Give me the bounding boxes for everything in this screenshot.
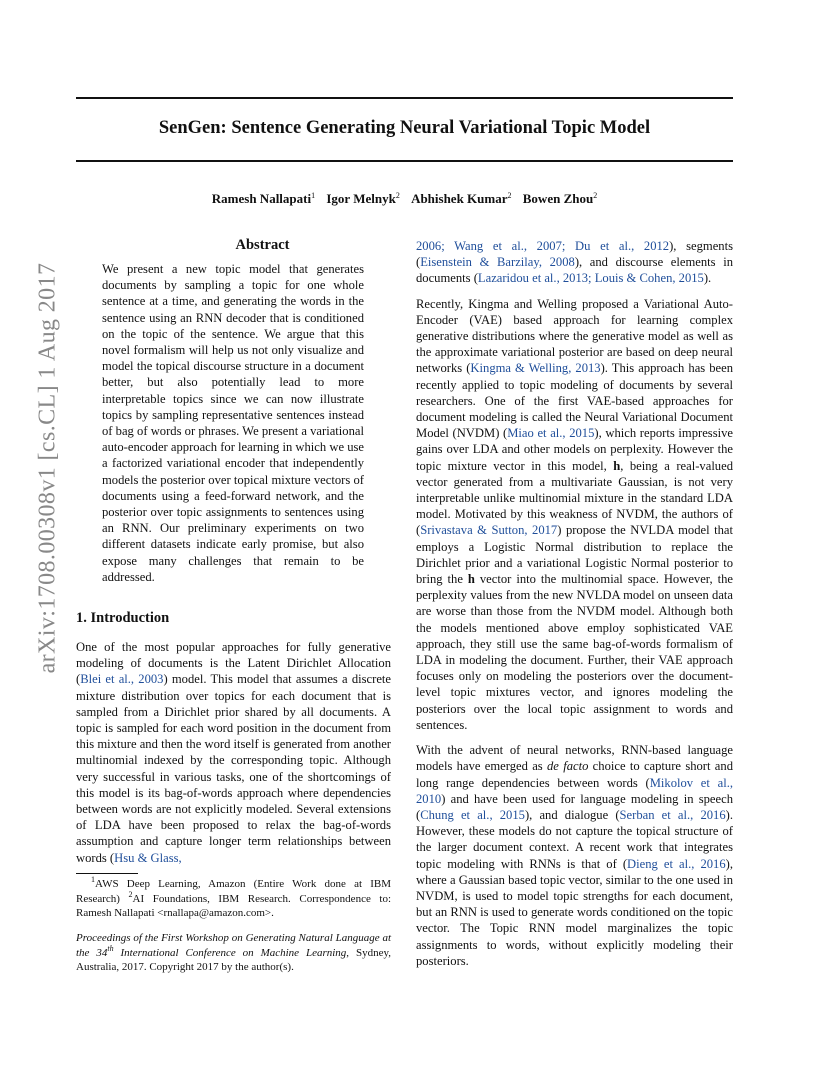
abstract-text: We present a new topic model that generates documents by sampling a topic for one whole sentence at a time, and generating the words in the sentence using an RNN decoder that is conditioned on the topic of the sentence. We argue that this novel formalism will help us not only visualize and model the topical discourse structure in a document better, but also potentially lead to more interpretable topics since we can now illustrate topics by sampling representative sentences instead of bag of words or phrases. We present a variational auto-encoder approach for learning in which we use a factorized variational encoder that independently models the posterior over topical mixture vectors of documents using a feed-forward network, and the posterior over topic assignments to sentences using an RNN. Our preliminary experiments on two different datasets indicate early promise, but also expose many challenges that remain to be addressed. <box>102 262 364 584</box>
text-run: Recently, Kingma and Welling proposed a Variational Auto-Encoder (VAE) based approach for learning complex generative distributions where the generative model as well as the approximate variational posterior are based on deep neural networks ( <box>416 296 733 376</box>
citation-link[interactable]: Chung et al., 2015 <box>420 807 525 822</box>
text-run: ), segments ( <box>416 239 733 270</box>
citation-link[interactable]: Mikolov et al., 2010 <box>416 775 733 806</box>
rnn-paragraph <box>416 742 733 969</box>
text-run: ) and have been used for language modeling in speech ( <box>416 791 733 822</box>
citation-link[interactable]: Hsu & Glass, <box>114 850 182 865</box>
citation-link[interactable]: Eisenstein & Barzilay, 2008 <box>420 255 575 270</box>
affiliation-footnote: $^1$AWS Deep Learning, Amazon (Entire Work done at IBM Research) $^2$AI Foundations, IBM Research. Correspondence to: Ramesh Nallapati <rnallapa@amazon.com>. <box>76 875 391 919</box>
text-run: One of the most popular approaches for fully generative modeling of documents is the Latent Dirichlet Allocation ( <box>76 640 391 687</box>
introduction-heading: 1. Introduction <box>76 610 170 626</box>
citation-link[interactable]: Lazaridou et al., 2013; Louis & Cohen, 2015 <box>477 271 704 286</box>
citation-link[interactable]: Miao et al., 2015 <box>507 426 595 441</box>
citation-link[interactable]: Serban et al., 2016 <box>619 807 726 822</box>
text-run: ). <box>703 271 712 286</box>
vae-paragraph <box>416 296 733 733</box>
text-run: ), which reports impressive gains over LDA and other models on perplexity. However the topic mixture vector in this model, <box>416 426 733 473</box>
text-run: ), where a Gaussian based topic vector, similar to the one used in NVDM, is used to model topic strengths for each document, but an RNN is used to generate words conditioned on the topic vector. The Topic RNN model marginalizes the topic assignments to words, without explicitly modeling their posteriors. <box>416 856 733 968</box>
citation-link[interactable]: Blei et al., 2003 <box>80 672 164 687</box>
right-column-text <box>416 238 733 978</box>
abstract-heading: Abstract <box>235 237 290 253</box>
citation-link[interactable]: Kingma & Welling, 2013 <box>470 361 601 376</box>
text-run: vector into the multinomial space. However, the perplexity values from the new NVLDA model on unseen data are worse than those from the NVDM model. Although both the models mentioned above employ sophisticated VAE approach, they still use the same bag-of-words formalism of LDA in modeling the document. Further, their VAE approach focuses only on modeling the posteriors over the document-level topic mixtures vector, and ignores modeling the posteriors over the local topic assignment to words and sentences. <box>416 572 733 732</box>
emphasis-text: h <box>467 572 475 587</box>
emphasis-text: de facto <box>547 759 589 774</box>
author-2: Igor Melnyk$^2$ <box>326 191 400 206</box>
title-bottom-rule <box>76 160 733 162</box>
author-list <box>76 191 733 207</box>
text-run: ) propose the NVLDA model that employs a Logistic Normal distribution to replace the Dirichlet prior and a variational Logistic Normal posterior to bring the <box>416 523 733 587</box>
citation-link[interactable]: Srivastava & Sutton, 2017 <box>420 523 558 538</box>
text-run: With the advent of neural networks, RNN-based language models have emerged as <box>416 743 733 774</box>
author-4: Bowen Zhou$^2$ <box>522 191 598 206</box>
author-1: Ramesh Nallapati$^1$ <box>211 191 316 206</box>
text-run: ) model. This model that assumes a discrete mixture distribution over topics for each document that is sampled from a Dirichlet prior shared by all documents. A topic is sampled for each word position in the document from this mixture and then the word itself is generated from another multinomial indexed by the corresponding topic. Although very successful in various tasks, one of the shortcomings of this model is its bag-of-words approach where dependencies between words are not explicitly modeled. Several extensions of LDA have been proposed to relax the bag-of-words assumption and capture longer term relationships between words ( <box>76 672 391 865</box>
arxiv-identifier: arXiv:1708.00308v1 [cs.CL] 1 Aug 2017 <box>34 262 61 674</box>
author-3: Abhishek Kumar$^2$ <box>411 191 512 206</box>
emphasis-text: h <box>613 458 621 473</box>
proceedings-note: Proceedings of the First Workshop on Generating Natural Language at the 34th International Conference on Machine Learning, Sydney, Australia, 2017. Copyright 2017 by the author(s). <box>76 932 391 973</box>
intro-paragraph-1 <box>76 639 391 866</box>
text-run: ). However, these models do not capture the topical structure of the larger document context. A recent work that integrates topic modeling with RNNs is that of ( <box>416 807 733 871</box>
citation-link[interactable]: 2006; Wang et al., 2007; Du et al., 2012 <box>416 239 670 253</box>
paper-title: SenGen: Sentence Generating Neural Variational Topic Model <box>158 118 651 138</box>
related-work-continuation <box>416 238 733 287</box>
text-run: ), and discourse elements in documents ( <box>416 255 733 286</box>
text-run: ). This approach has been recently applied to topic modeling of documents by several researchers. One of the first VAE-based approaches for document modeling is called the Neural Variational Document Model (NVDM) ( <box>416 361 734 441</box>
text-run: ), and dialogue ( <box>524 807 620 822</box>
title-top-rule <box>76 97 733 99</box>
text-run: , being a real-valued vector generated from a multivariate Gaussian, is not very interpretable unlike multinomial mixture in the standard LDA model. Motivated by this weakness of NVDM, the authors of ( <box>416 458 733 538</box>
citation-link[interactable]: Dieng et al., 2016 <box>627 856 726 871</box>
introduction-text <box>76 639 391 866</box>
footnote-rule <box>76 873 138 874</box>
text-run: choice to capture short and long range dependencies between words ( <box>416 759 733 790</box>
